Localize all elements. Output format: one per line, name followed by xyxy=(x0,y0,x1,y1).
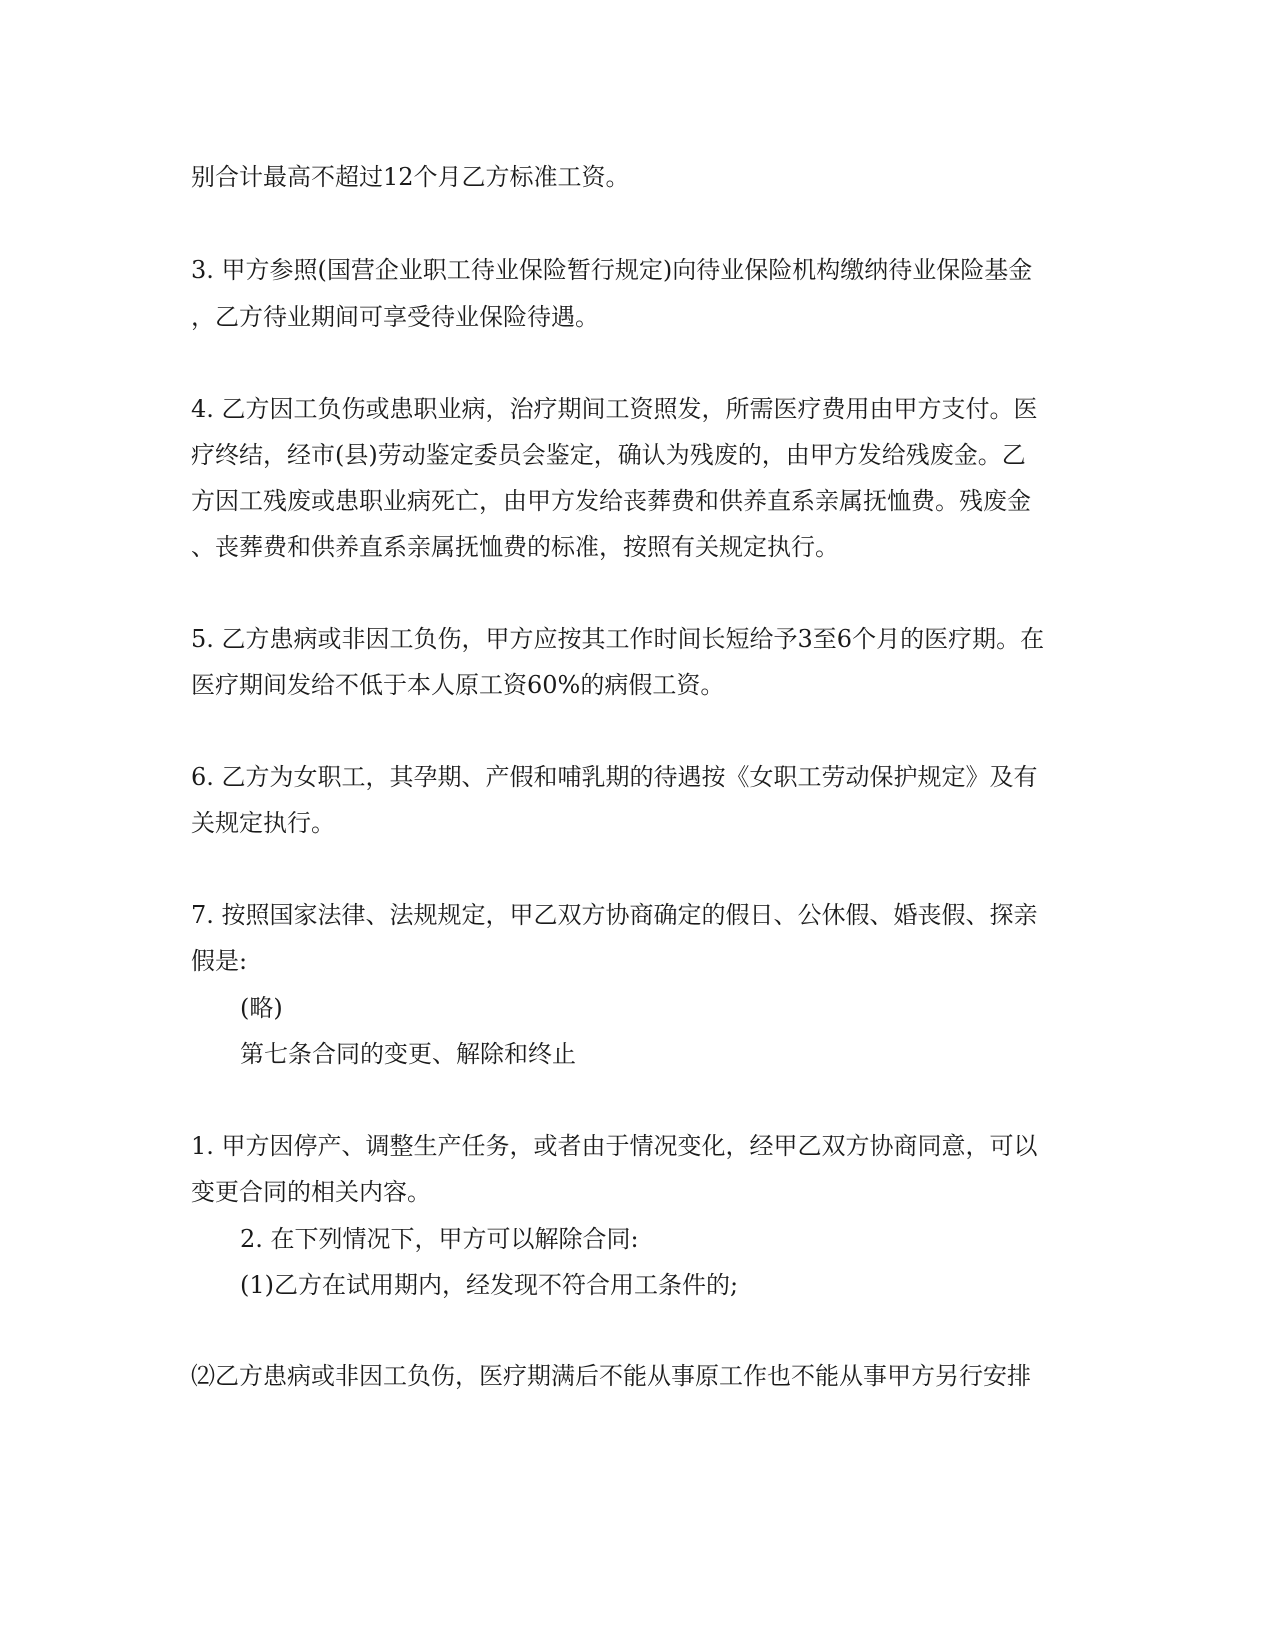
paragraph-5-line-1: 5. 乙方患病或非因工负伤，甲方应按其工作时间长短给予3至6个月的医疗期。在 xyxy=(191,625,1045,653)
paragraph-4-line-2: 疗终结，经市(县)劳动鉴定委员会鉴定，确认为残废的，由甲方发给残废金。乙 xyxy=(191,441,1026,469)
paragraph-4-line-3: 方因工残废或患职业病死亡，由甲方发给丧葬费和供养直系亲属抚恤费。残废金 xyxy=(191,487,1031,515)
section-heading: 第七条合同的变更、解除和终止 xyxy=(240,1040,576,1068)
paragraph-6-line-2: 关规定执行。 xyxy=(191,809,335,837)
clause-1-line-2: 变更合同的相关内容。 xyxy=(191,1178,431,1206)
sub-clause-2: ⑵乙方患病或非因工负伤，医疗期满后不能从事原工作也不能从事甲方另行安排 xyxy=(191,1362,1031,1390)
paragraph-4-line-1: 4. 乙方因工负伤或患职业病，治疗期间工资照发，所需医疗费用由甲方支付。医 xyxy=(191,395,1038,423)
paragraph-5-line-2: 医疗期间发给不低于本人原工资60%的病假工资。 xyxy=(191,671,725,699)
omitted-note: (略) xyxy=(240,994,283,1022)
sub-clause-1: (1)乙方在试用期内，经发现不符合用工条件的; xyxy=(240,1271,739,1299)
paragraph-6-line-1: 6. 乙方为女职工，其孕期、产假和哺乳期的待遇按《女职工劳动保护规定》及有 xyxy=(191,763,1038,791)
text-line: 别合计最高不超过12个月乙方标准工资。 xyxy=(191,163,630,191)
paragraph-7-line-2: 假是: xyxy=(191,947,248,975)
clause-2-line: 2. 在下列情况下，甲方可以解除合同: xyxy=(240,1225,639,1253)
paragraph-4-line-4: 、丧葬费和供养直系亲属抚恤费的标准，按照有关规定执行。 xyxy=(191,533,839,561)
paragraph-7-line-1: 7. 按照国家法律、法规规定，甲乙双方协商确定的假日、公休假、婚丧假、探亲 xyxy=(191,901,1038,929)
clause-1-line-1: 1. 甲方因停产、调整生产任务，或者由于情况变化，经甲乙双方协商同意，可以 xyxy=(191,1132,1038,1160)
paragraph-3-line-1: 3. 甲方参照(国营企业职工待业保险暂行规定)向待业保险机构缴纳待业保险基金 xyxy=(191,256,1033,284)
paragraph-3-line-2: ，乙方待业期间可享受待业保险待遇。 xyxy=(191,303,599,331)
